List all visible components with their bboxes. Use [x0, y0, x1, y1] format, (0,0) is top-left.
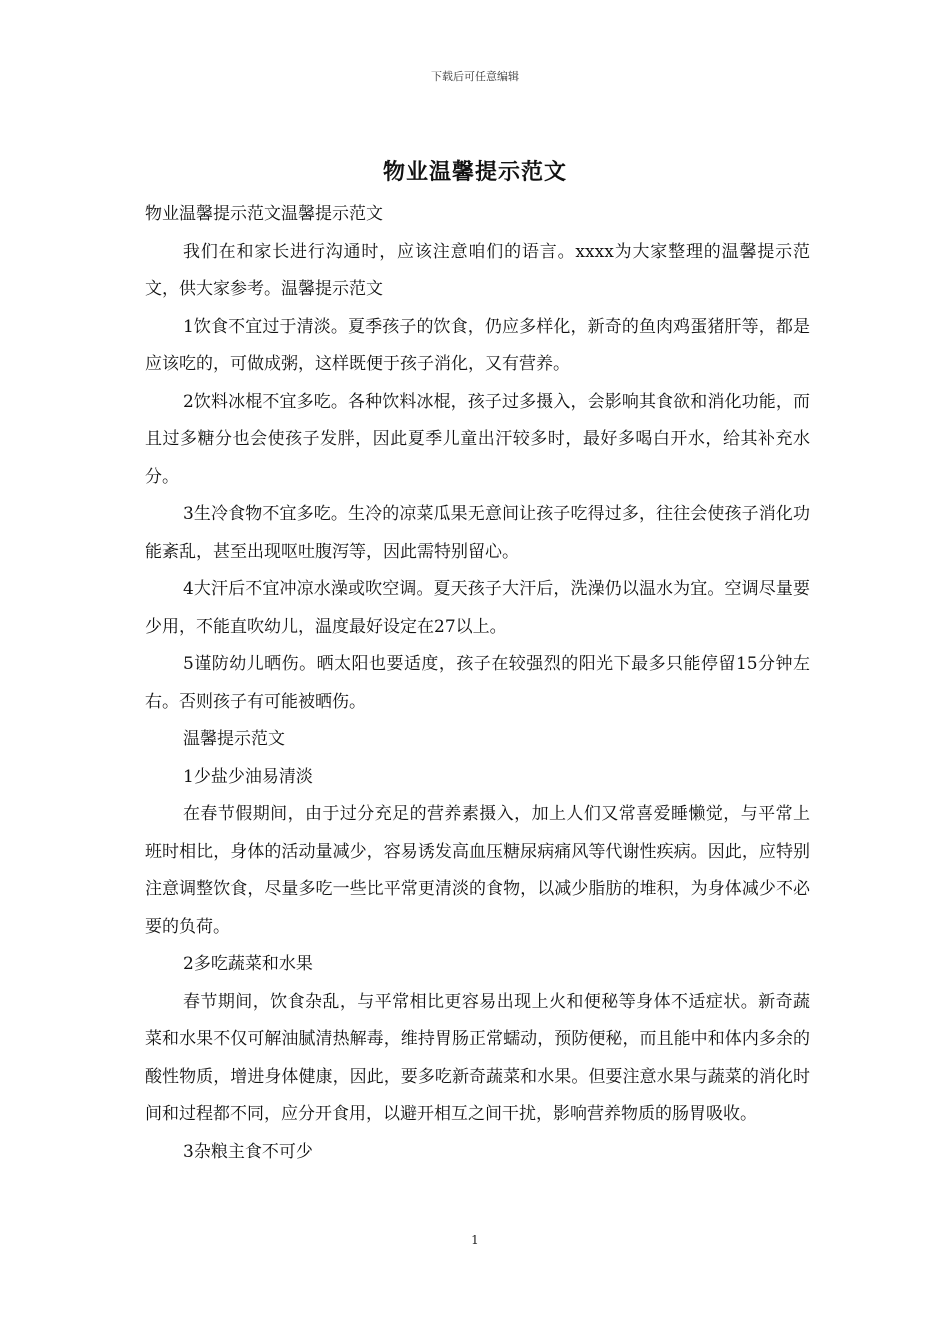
paragraph: 春节期间，饮食杂乱，与平常相比更容易出现上火和便秘等身体不适症状。新奇蔬菜和水果不仅可解油腻清热解毒，维持胃肠正常蠕动，预防便秘，而且能中和体内多余的酸性物质，增进身体健康，因此，要多吃新奇蔬菜和水果。但要注意水果与蔬菜的消化时间和过程都不同，应分开食用，以避开相互之间干扰，影响营养物质的肠胃吸收。 [145, 991, 810, 1124]
subheading: 2多吃蔬菜和水果 [183, 954, 313, 974]
page-header: 下载后可任意编辑 [431, 70, 519, 83]
paragraph: 5谨防幼儿晒伤。晒太阳也要适度，孩子在较强烈的阳光下最多只能停留15分钟左右。否则孩子有可能被晒伤。 [145, 654, 810, 712]
paragraph: 4大汗后不宜冲凉水澡或吹空调。夏天孩子大汗后，洗澡仍以温水为宜。空调尽量要少用，不能直吹幼儿，温度最好设定在27以上。 [145, 579, 810, 637]
paragraph: 1饮食不宜过于清淡。夏季孩子的饮食，仍应多样化，新奇的鱼肉鸡蛋猪肝等，都是应该吃的，可做成粥，这样既便于孩子消化，又有营养。 [145, 316, 810, 374]
document-title: 物业温馨提示范文 [382, 159, 567, 185]
paragraph: 2饮料冰棍不宜多吃。各种饮料冰棍，孩子过多摄入，会影响其食欲和消化功能，而且过多糖分也会使孩子发胖，因此夏季儿童出汗较多时，最好多喝白开水，给其补充水分。 [145, 391, 810, 487]
subheading: 3杂粮主食不可少 [183, 1141, 313, 1162]
paragraph: 我们在和家长进行沟通时，应该注意咱们的语言。xxxx为大家整理的温馨提示范文，供大家参考。温馨提示范文 [145, 241, 810, 299]
section-heading: 温馨提示范文 [183, 729, 285, 749]
subheading: 1少盐少油易清淡 [183, 766, 313, 787]
document-body [145, 196, 810, 1171]
paragraph: 物业温馨提示范文温馨提示范文 [145, 204, 383, 224]
page-number: 1 [471, 1233, 479, 1247]
paragraph: 在春节假期间，由于过分充足的营养素摄入，加上人们又常喜爱睡懒觉，与平常上班时相比，身体的活动量减少，容易诱发高血压糖尿病痛风等代谢性疾病。因此，应特别注意调整饮食，尽量多吃一些比平常更清淡的食物，以减少脂肪的堆积，为身体减少不必要的负荷。 [145, 804, 810, 937]
paragraph: 3生冷食物不宜多吃。生冷的凉菜瓜果无意间让孩子吃得过多，往往会使孩子消化功能紊乱，甚至出现呕吐腹泻等，因此需特别留心。 [145, 504, 810, 562]
